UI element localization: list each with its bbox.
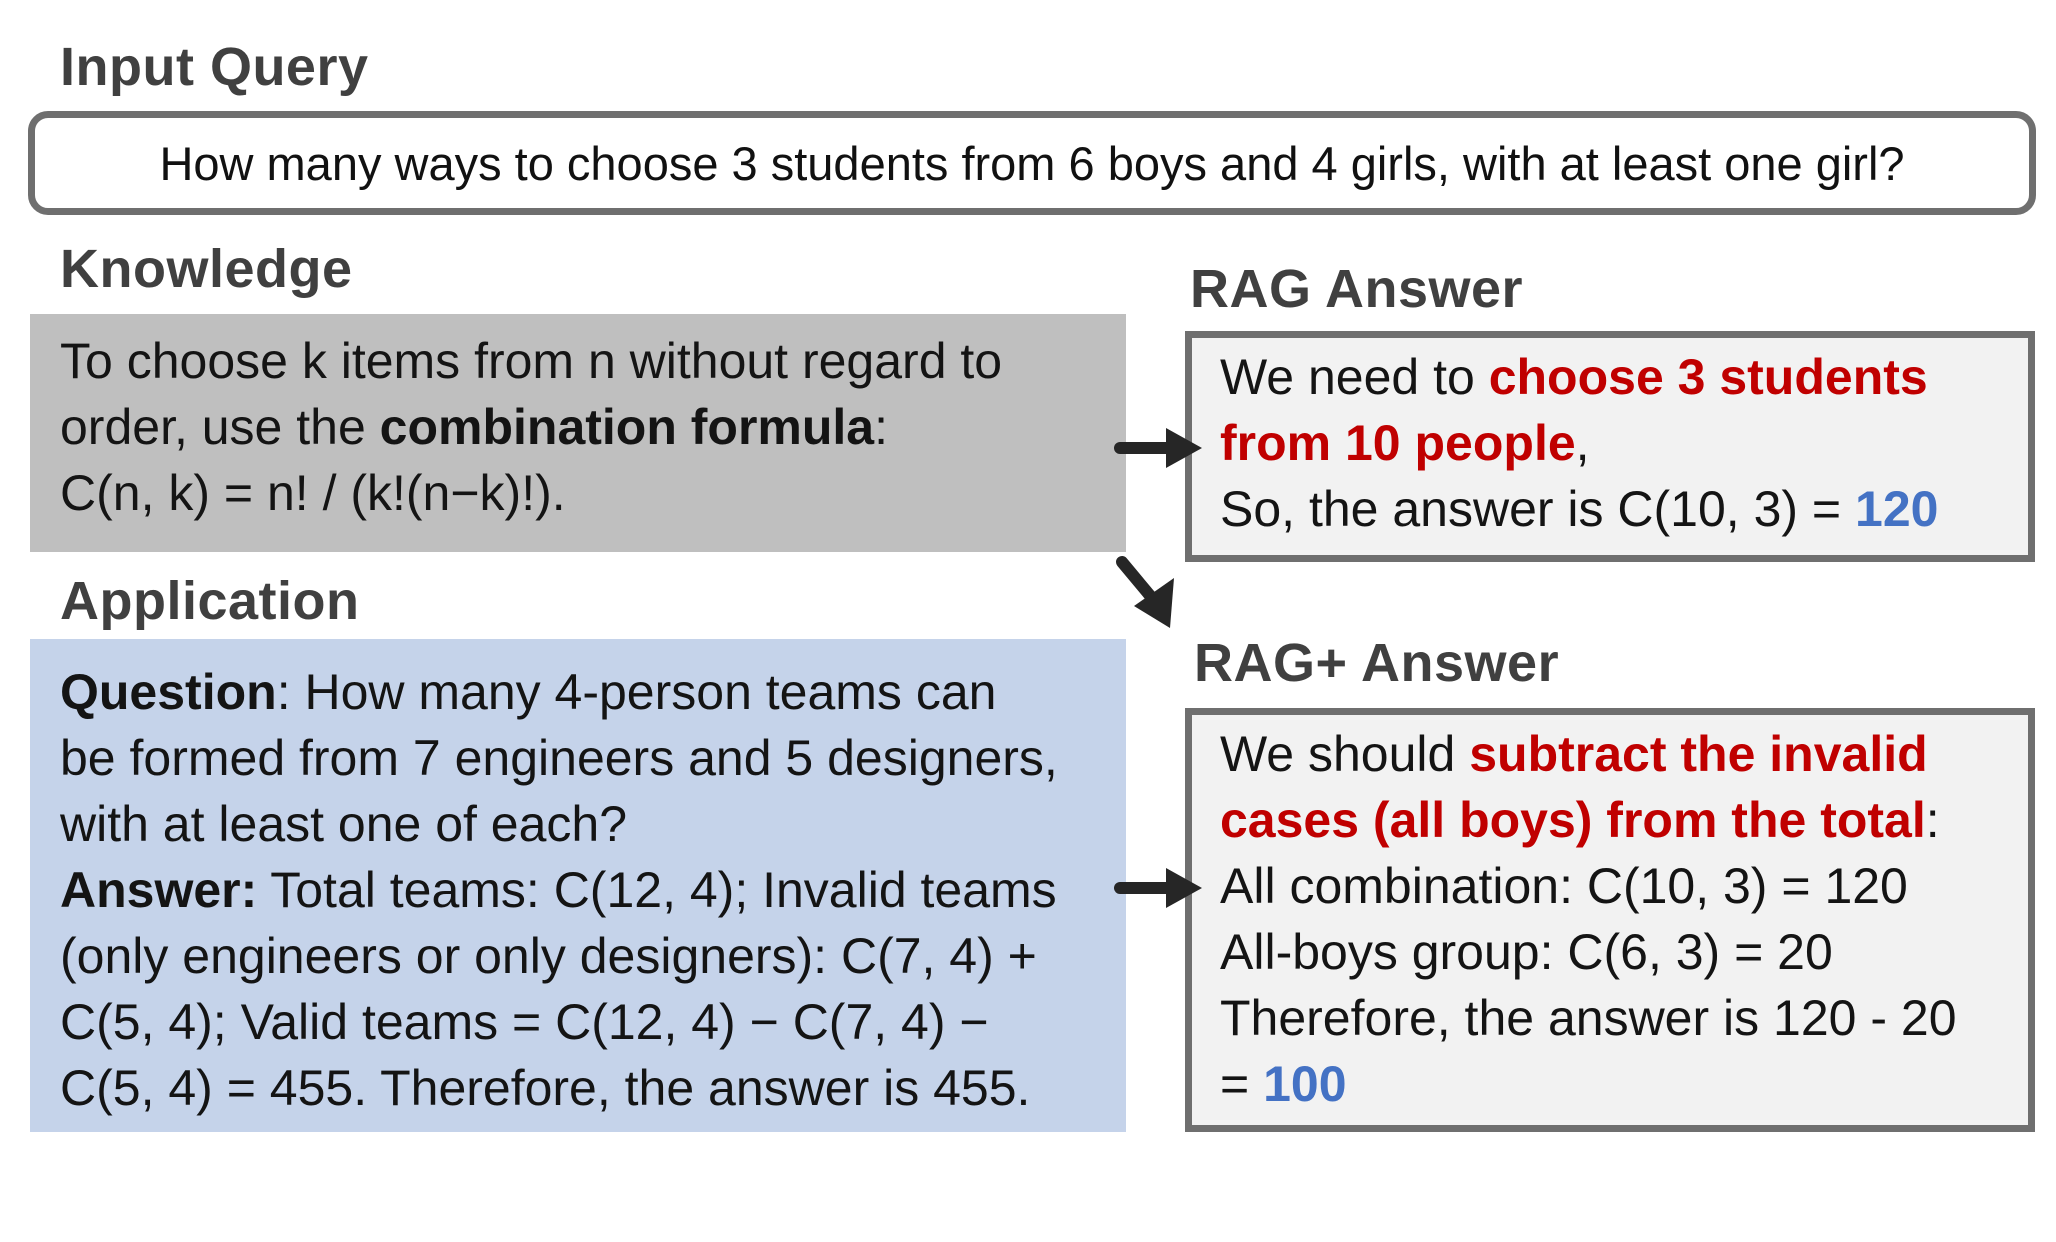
- rag-plus-highlight-2: cases (all boys) from the total: [1220, 792, 1926, 848]
- application-to-rag-plus-arrow-icon: [1110, 860, 1210, 920]
- knowledge-box: [30, 314, 1126, 552]
- rag-plus-line-2: [1220, 787, 2018, 853]
- rag-plus-line-1: [1220, 721, 2018, 787]
- rag-highlight-1: choose 3 students: [1488, 349, 1928, 405]
- application-question-line-1: [60, 659, 1116, 725]
- rag-answer-box: [1185, 331, 2035, 562]
- answer-text-1: Total teams: C(12, 4); Invalid teams: [257, 862, 1057, 918]
- rag-plus-line-4: All-boys group: C(6, 3) = 20: [1220, 924, 1833, 980]
- rag-plus-highlight-1: subtract the invalid: [1469, 726, 1928, 782]
- application-heading: Application: [60, 571, 360, 631]
- knowledge-line-2-post: :: [874, 399, 889, 455]
- rag-line-1-pre: We need to: [1220, 349, 1489, 405]
- input-query-text: How many ways to choose 3 students from 6 boys and 4 girls, with at least one girl?: [159, 136, 1905, 190]
- rag-answer-heading: RAG Answer: [1190, 259, 1524, 319]
- rag-answer-line-1: [1220, 344, 2018, 410]
- application-answer-line-2: (only engineers or only designers): C(7, 4) +: [60, 928, 1037, 984]
- application-question-line-3: with at least one of each?: [60, 796, 628, 852]
- application-answer-line-4: C(5, 4) = 455. Therefore, the answer is 455.: [60, 1060, 1031, 1116]
- rag-plus-line-5: Therefore, the answer is 120 - 20: [1220, 990, 1957, 1046]
- knowledge-to-rag-arrow-icon: [1110, 420, 1210, 480]
- rag-plus-result-value: 100: [1263, 1056, 1347, 1112]
- rag-plus-line-2-post: :: [1925, 792, 1940, 848]
- rag-answer-line-3: [1220, 476, 2018, 542]
- knowledge-line-1: To choose k items from n without regard to: [60, 333, 1003, 389]
- combination-formula-term: combination formula: [379, 399, 875, 455]
- knowledge-to-rag-plus-arrow-icon: [1112, 554, 1202, 634]
- knowledge-line-2: [60, 394, 1126, 460]
- question-text-1: : How many 4-person teams can: [276, 664, 997, 720]
- rag-answer-text: [1220, 344, 2018, 542]
- application-question-line-2: be formed from 7 engineers and 5 designers,: [60, 730, 1058, 786]
- rag-line-3-pre: So, the answer is C(10, 3) =: [1220, 481, 1856, 537]
- knowledge-heading: Knowledge: [60, 239, 353, 299]
- rag-line-2-post: ,: [1575, 415, 1590, 471]
- rag-plus-line-3: All combination: C(10, 3) = 120: [1220, 858, 1908, 914]
- application-answer-line-1: [60, 857, 1116, 923]
- rag-highlight-2: from 10 people: [1220, 415, 1576, 471]
- knowledge-formula: C(n, k) = n! / (k!(n−k)!).: [60, 465, 566, 521]
- input-query-box: [28, 111, 2036, 215]
- rag-plus-line-6: [1220, 1051, 2018, 1117]
- rag-plus-answer-heading: RAG+ Answer: [1194, 633, 1560, 693]
- rag-plus-line-1-pre: We should: [1220, 726, 1470, 782]
- knowledge-text: [60, 328, 1126, 526]
- rag-answer-line-2: [1220, 410, 2018, 476]
- rag-plus-answer-box: [1185, 708, 2035, 1132]
- knowledge-line-2-pre: order, use the: [60, 399, 380, 455]
- input-query-heading: Input Query: [60, 37, 369, 97]
- application-text: [60, 659, 1116, 1121]
- rag-result-value: 120: [1855, 481, 1939, 537]
- application-answer-line-3: C(5, 4); Valid teams = C(12, 4) − C(7, 4) −: [60, 994, 989, 1050]
- answer-label: Answer:: [60, 862, 258, 918]
- application-box: [30, 639, 1126, 1132]
- rag-plus-answer-text: [1220, 721, 2018, 1117]
- question-label: Question: [60, 664, 277, 720]
- rag-plus-line-6-pre: =: [1220, 1056, 1264, 1112]
